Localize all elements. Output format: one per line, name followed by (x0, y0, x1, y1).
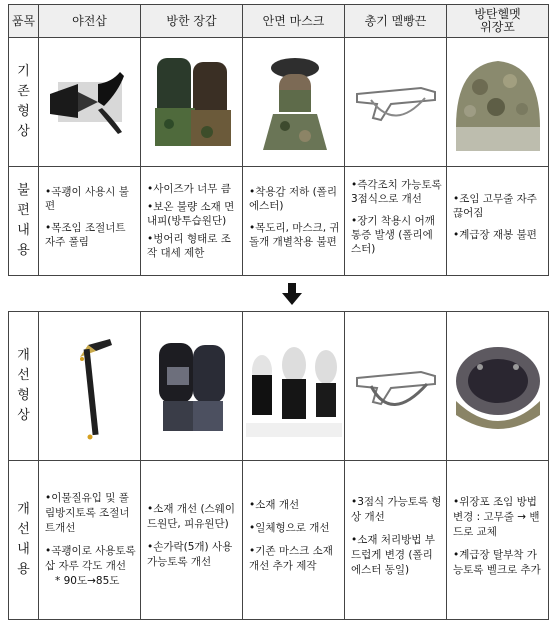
header-sling: 총기 멜빵끈 (345, 5, 447, 38)
improved-shovel-image (39, 312, 141, 461)
complaints-sling: •즉각조치 가능토록 3점식으로 개선 •장기 착용시 어깨 통증 발생 (폴리에스터) (345, 167, 447, 276)
improved-helmet-image (447, 312, 549, 461)
header-helmet: 방탄헬멧 위장포 (447, 5, 549, 38)
down-arrow-icon (282, 283, 302, 305)
complaints-gloves: •사이즈가 너무 큼 •보온 불량 소재 면내피(방투습원단) •벙어리 형태로 조작 대세 제한 (141, 167, 243, 276)
label-existing-shape: 기 존 형 상 (9, 38, 39, 167)
improvements-gloves: •소재 개선 (스웨이드원단, 피유원단) •손가락(5개) 사용 가능토록 개선 (141, 461, 243, 620)
existing-helmet-image (447, 38, 549, 167)
label-improved-shape: 개 선 형 상 (9, 312, 39, 461)
existing-shape-row (9, 38, 549, 167)
label-improved-content: 개 선 내 용 (9, 461, 39, 620)
improved-shape-row (9, 312, 549, 461)
header-item: 품목 (9, 5, 39, 38)
header-mask: 안면 마스크 (243, 5, 345, 38)
existing-items-table (8, 4, 549, 276)
existing-gloves-image (141, 38, 243, 167)
header-gloves: 방한 장갑 (141, 5, 243, 38)
improved-items-table (8, 311, 549, 620)
improvements-helmet: •위장포 조임 방법 변경 : 고무줄 → 밴드로 교체 •계급장 탈부착 가능토록 벨크로 추가 (447, 461, 549, 620)
improved-gloves-image (141, 312, 243, 461)
header-row (9, 5, 549, 38)
improvements-shovel: •이물질유입 및 풀림방지토록 조절너트개선 •곡괭이로 사용토록 삽 자루 각도 개선 * 90도→85도 (39, 461, 141, 620)
complaints-helmet: •조임 고무줄 자주 끊어짐 •계급장 재봉 불편 (447, 167, 549, 276)
complaints-row (9, 167, 549, 276)
complaints-mask: •착용감 저하 (폴리에스터) •목도리, 마스크, 귀돌개 개별착용 불편 (243, 167, 345, 276)
improved-sling-image (345, 312, 447, 461)
header-shovel: 야전삽 (39, 5, 141, 38)
complaints-shovel: •곡괭이 사용시 불편 •목조임 조절너트 자주 풀림 (39, 167, 141, 276)
existing-sling-image (345, 38, 447, 167)
existing-shovel-image (39, 38, 141, 167)
improved-mask-image (243, 312, 345, 461)
label-complaints: 불 편 내 용 (9, 167, 39, 276)
improvements-sling: •3점식 가능토록 형상 개선 •소재 처리방법 부드럽게 변경 (폴리에스터 동일) (345, 461, 447, 620)
improvements-mask: •소재 개선 •일체형으로 개선 •기존 마스크 소재개선 추가 제작 (243, 461, 345, 620)
existing-mask-image (243, 38, 345, 167)
improved-content-row (9, 461, 549, 620)
